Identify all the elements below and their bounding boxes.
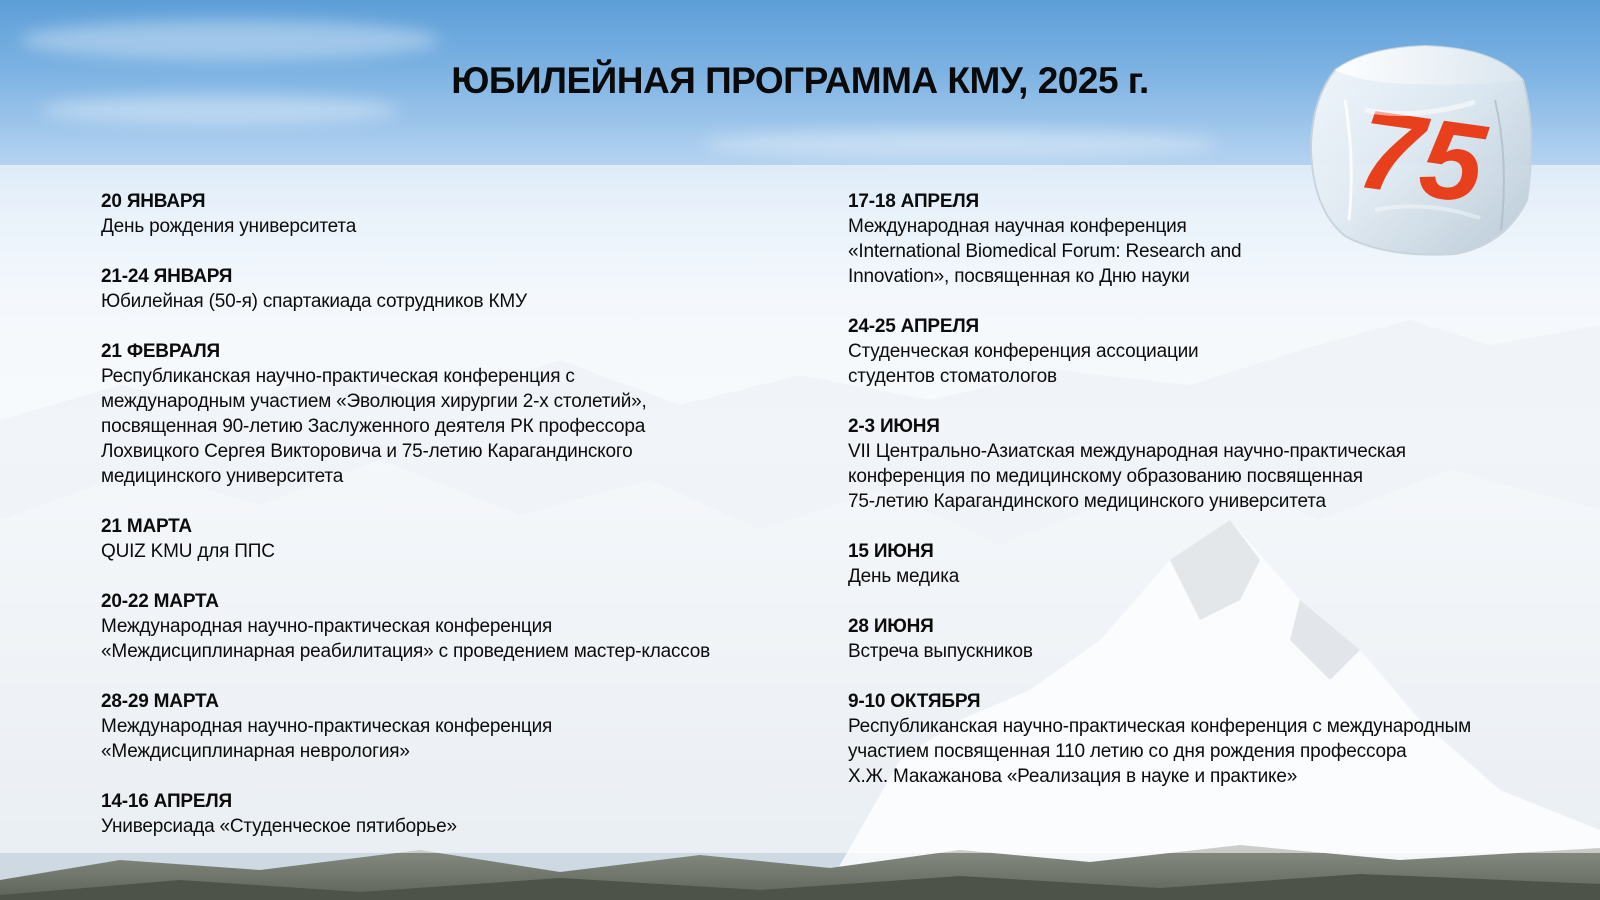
- event-item: [848, 414, 1538, 514]
- event-date: 9-10 ОКТЯБРЯ: [848, 691, 981, 712]
- event-item: [848, 689, 1538, 789]
- event-description: Универсиада «Студенческое пятиборье»: [101, 816, 457, 837]
- left-events-column: [101, 189, 791, 864]
- event-description: Международная научно-практическая конференция «Междисциплинарная реабилитация» с проведением мастер-классов: [101, 616, 711, 662]
- event-description: QUIZ KMU для ППС: [101, 541, 275, 562]
- event-item: [848, 314, 1538, 389]
- event-description: День медика: [848, 566, 960, 587]
- event-date: 14-16 АПРЕЛЯ: [101, 791, 232, 812]
- event-description: VII Центрально-Азиатская международная научно-практическая конференция по медицинскому образованию посвященная 75-летию Карагандинского медицинского университета: [848, 441, 1406, 512]
- event-description: Международная научная конференция «International Biomedical Forum: Research and Innovation», посвященная ко Дню науки: [848, 216, 1242, 287]
- event-date: 20-22 МАРТА: [101, 591, 219, 612]
- event-item: [848, 189, 1538, 289]
- event-item: [101, 189, 791, 239]
- event-description: Международная научно-практическая конференция «Междисциплинарная неврология»: [101, 716, 553, 762]
- event-description: Юбилейная (50-я) спартакиада сотрудников КМУ: [101, 291, 527, 312]
- event-date: 17-18 АПРЕЛЯ: [848, 191, 979, 212]
- page-title: ЮБИЛЕЙНАЯ ПРОГРАММА КМУ, 2025 г.: [451, 60, 1149, 101]
- event-date: 20 ЯНВАРЯ: [101, 191, 206, 212]
- event-date: 24-25 АПРЕЛЯ: [848, 316, 979, 337]
- logo-75-text: 75: [1351, 85, 1492, 228]
- event-item: [101, 789, 791, 839]
- event-item: [101, 339, 791, 489]
- event-description: Встреча выпускников: [848, 641, 1033, 662]
- event-date: 28 ИЮНЯ: [848, 616, 934, 637]
- event-item: [101, 264, 791, 314]
- event-date: 21 ФЕВРАЛЯ: [101, 341, 220, 362]
- event-item: [101, 589, 791, 664]
- event-date: 21 МАРТА: [101, 516, 192, 537]
- event-item: [848, 614, 1538, 664]
- event-description: День рождения университета: [101, 216, 357, 237]
- event-item: [101, 514, 791, 564]
- event-date: 2-3 ИЮНЯ: [848, 416, 940, 437]
- right-events-column: [848, 189, 1538, 814]
- event-item: [848, 539, 1538, 589]
- event-description: Республиканская научно-практическая конференция с международным участием посвященная 110 летию со дня рождения профессора Х.Ж. Макажанова «Реализация в науке и практике»: [848, 716, 1471, 787]
- event-date: 15 ИЮНЯ: [848, 541, 934, 562]
- event-date: 28-29 МАРТА: [101, 691, 219, 712]
- event-description: Студенческая конференция ассоциации студентов стоматологов: [848, 341, 1199, 387]
- event-description: Республиканская научно-практическая конференция с международным участием «Эволюция хирургии 2-х столетий», посвященная 90-летию Заслуженного деятеля РК профессора Лохвицкого Сергея Викторовича и 75-летию Карагандинского медицинского университета: [101, 366, 647, 487]
- event-date: 21-24 ЯНВАРЯ: [101, 266, 233, 287]
- event-item: [101, 689, 791, 764]
